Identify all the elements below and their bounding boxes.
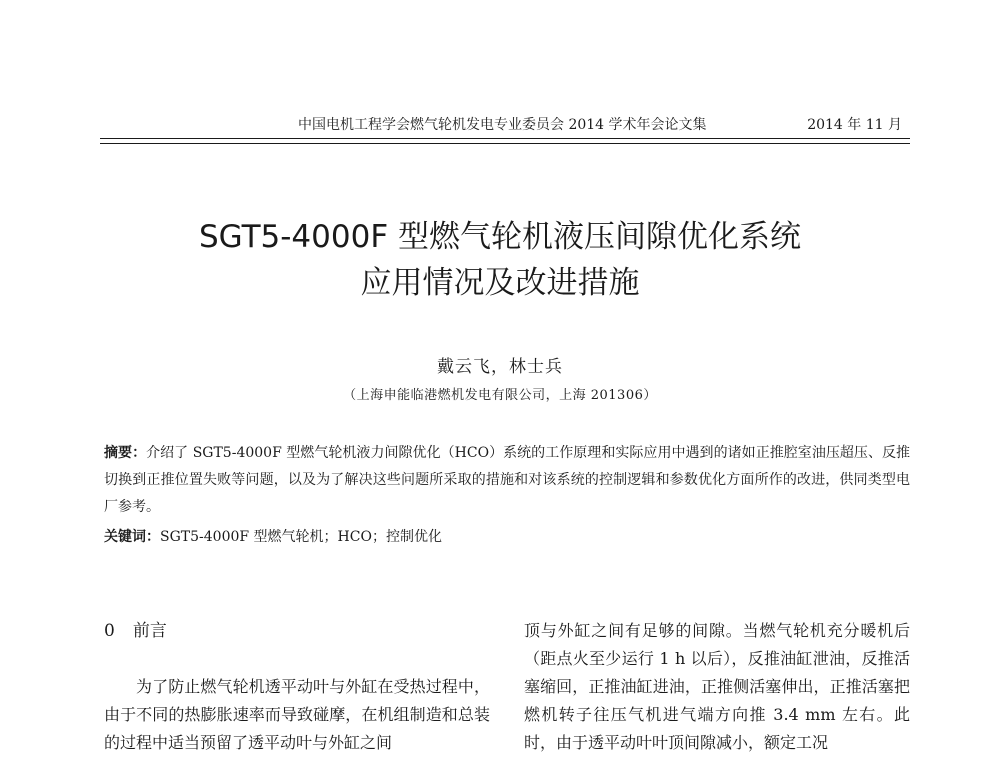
abstract: [104, 440, 910, 521]
keywords-label: 关键词：: [104, 529, 160, 545]
header-journal-title: 中国电机工程学会燃气轮机发电专业委员会 2014 学术年会论文集: [298, 117, 707, 133]
section-number: 0: [104, 621, 115, 641]
keywords-text: SGT5-4000F 型燃气轮机；HCO；控制优化: [160, 529, 442, 545]
body-paragraph-left: 为了防止燃气轮机透平动叶与外缸在受热过程中，由于不同的热膨胀速率而导致碰摩，在机组制造和总装的过程中适当预留了透平动叶与外缸之间: [104, 677, 490, 752]
body-column-right: [524, 617, 910, 757]
paper-title: [0, 214, 1000, 306]
header-rule-bottom: [100, 143, 910, 144]
author-affiliation: （上海申能临港燃机发电有限公司，上海 201306）: [343, 388, 657, 403]
section-title: 前言: [132, 621, 167, 641]
body-column-left: [104, 617, 490, 757]
paper-title-line-1: SGT5-4000F 型燃气轮机液压间隙优化系统: [198, 219, 802, 255]
body-paragraph-right: 顶与外缸之间有足够的间隙。当燃气轮机充分暖机后（距点火至少运行 1 h 以后），反推油缸泄油，反推活塞缩回，正推油缸进油，正推侧活塞伸出，正推活塞把燃机转子往压气机进气端方向推 3.4 mm 左右。此时，由于透平动叶叶顶间隙减小，额定工况: [524, 621, 910, 752]
paper-title-line-2: 应用情况及改进措施: [360, 265, 640, 301]
abstract-text: 介绍了 SGT5-4000F 型燃气轮机液力间隙优化（HCO）系统的工作原理和实际应用中遇到的诸如正推腔室油压超压、反推切换到正推位置失败等问题，以及为了解决这些问题所采取的措施和对该系统的控制逻辑和参数优化方面所作的改进，供同类型电厂参考。: [104, 445, 911, 515]
author-list: 戴云飞，林士兵: [437, 357, 563, 377]
abstract-label: 摘要：: [104, 445, 147, 461]
section-heading: [104, 617, 490, 645]
running-header: [100, 112, 908, 138]
header-rule-top: [100, 138, 910, 139]
keywords: [104, 524, 910, 551]
header-date: 2014 年 11 月: [807, 117, 902, 133]
